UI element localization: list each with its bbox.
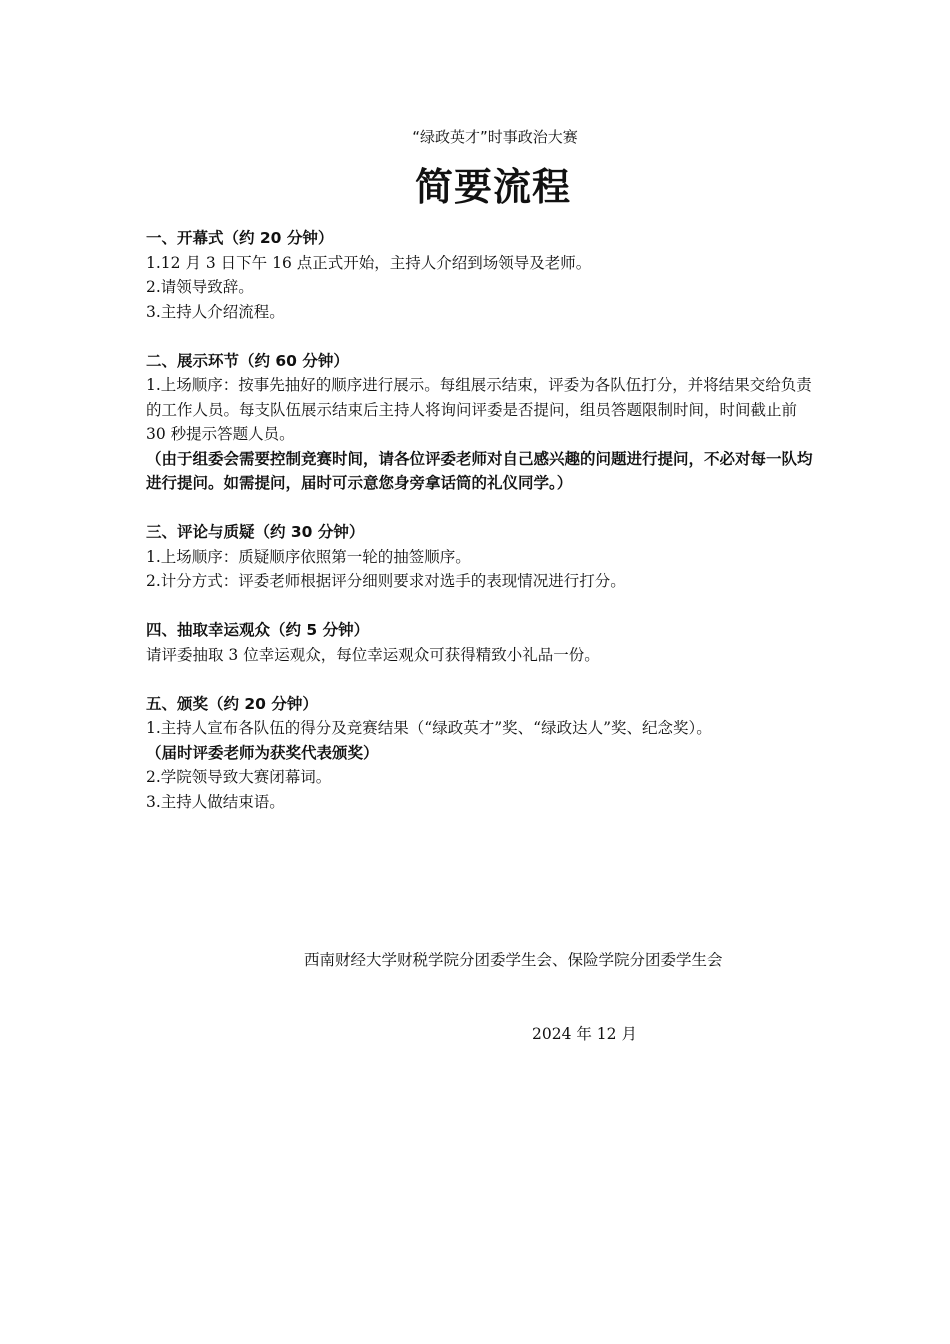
section-line: 1.主持人宣布各队伍的得分及竞赛结果（“绿政英才”奖、“绿政达人”奖、纪念奖）。	[146, 719, 712, 737]
section-heading: 三、评论与质疑（约 30 分钟）	[146, 523, 365, 541]
section-heading: 四、抽取幸运观众（约 5 分钟）	[146, 621, 370, 639]
section-line: 3.主持人介绍流程。	[146, 302, 285, 321]
section-awards	[146, 692, 814, 815]
section-line: 请评委抽取 3 位幸运观众，每位幸运观众可获得精致小礼品一份。	[146, 645, 600, 664]
section-comment-and-question	[146, 520, 814, 594]
document-body	[146, 226, 814, 839]
section-line: 2.请领导致辞。	[146, 278, 254, 296]
section-line: 3.主持人做结束语。	[146, 792, 285, 811]
document-title: 简要流程	[414, 165, 571, 209]
section-lucky-audience	[146, 618, 814, 667]
section-line: 2.计分方式：评委老师根据评分细则要求对选手的表现情况进行打分。	[146, 572, 626, 590]
signature-organization: 西南财经大学财税学院分团委学生会、保险学院分团委学生会	[304, 951, 723, 969]
section-heading: 一、开幕式（约 20 分钟）	[146, 229, 334, 247]
section-line: 1.12 月 3 日下午 16 点正式开始，主持人介绍到场领导及老师。	[146, 253, 592, 272]
section-line: 1.上场顺序：质疑顺序依照第一轮的抽签顺序。	[146, 547, 471, 566]
section-heading: 五、颁奖（约 20 分钟）	[146, 694, 318, 713]
document-subtitle: “绿政英才”时事政治大赛	[412, 128, 578, 146]
section-line: 2.学院领导致大赛闭幕词。	[146, 768, 332, 786]
section-opening	[146, 226, 814, 324]
section-heading: 二、展示环节（约 60 分钟）	[146, 351, 349, 370]
signature-date: 2024 年 12 月	[532, 1025, 637, 1043]
section-note: （由于组委会需要控制竞赛时间，请各位评委老师对自己感兴趣的问题进行提问，不必对每一队均进行提问。如需提问，届时可示意您身旁拿话筒的礼仪同学。）	[146, 449, 813, 492]
section-presentation	[146, 349, 814, 496]
section-line: 1.上场顺序：按事先抽好的顺序进行展示。每组展示结束，评委为各队伍打分，并将结果交给负责的工作人员。每支队伍展示结束后主持人将询问评委是否提问，组员答题限制时间，时间截止前 30 秒提示答题人员。	[146, 376, 812, 443]
section-note: （届时评委老师为获奖代表颁奖）	[146, 743, 379, 762]
